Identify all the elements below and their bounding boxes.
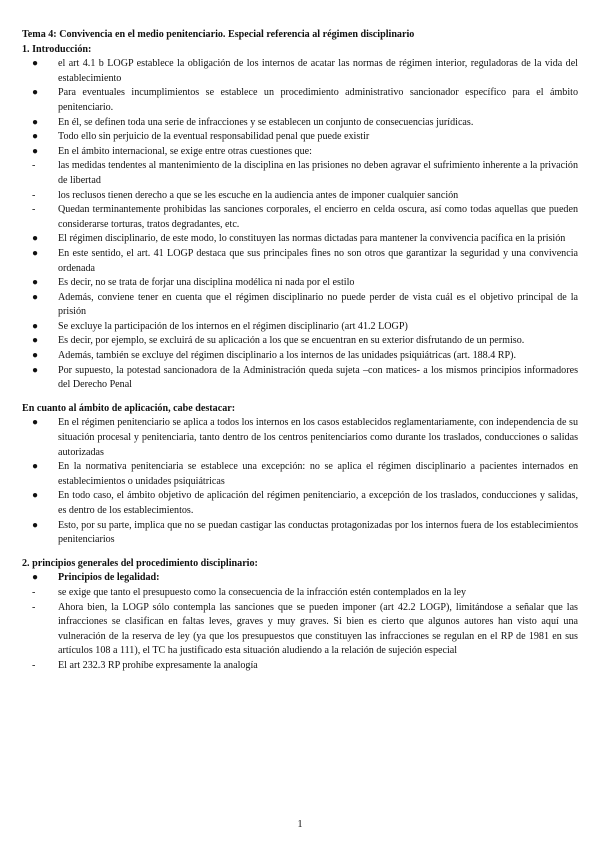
list-item (22, 320, 578, 335)
list-item-text: En todo caso, el ámbito objetivo de aplicación del régimen penitenciario, a excepción de los traslados, conducciones y salidas, es dentro de los establecimientos. (58, 490, 578, 516)
list-item-text: los reclusos tienen derecho a que se les escuche en la audiencia antes de imponer cualquier sanción (58, 189, 459, 201)
section-ambito-heading: En cuanto al ámbito de aplicación, cabe destacar: (22, 402, 236, 414)
bullet-marker: ● (32, 131, 39, 143)
list-item-text: En el ámbito internacional, se exige entre otras cuestiones que: (58, 145, 312, 157)
list-item-text: se exige que tanto el presupuesto como la consecuencia de la infracción estén contemplados en la ley (58, 586, 467, 598)
list-item-text: El régimen disciplinario, de este modo, lo constituyen las normas dictadas para mantener la convivencia pacífica en la prisión (58, 233, 566, 245)
dash-marker: - (32, 601, 36, 613)
list-item (22, 349, 578, 364)
dash-marker: - (32, 189, 36, 201)
dash-marker: - (32, 160, 36, 172)
section-1-heading: 1. Introducción: (22, 43, 92, 55)
list-item-text: Todo ello sin perjuicio de la eventual responsabilidad penal que puede existir (58, 131, 370, 143)
list-item (22, 571, 578, 586)
subheading: Principios de legalidad: (58, 572, 160, 584)
list-item (22, 86, 578, 115)
list-item-text: el art 4.1 b LOGP establece la obligación de los internos de acatar las normas de régimen interior, reguladoras de la vida del establecimiento (58, 58, 578, 84)
list-item-text: En este sentido, el art. 41 LOGP destaca que sus principales fines no son otros que garantizar la seguridad y una convivencia ordenada (58, 247, 578, 274)
list-item-text: Para eventuales incumplimientos se establece un procedimiento administrativo sancionador específico para el ámbito penitenciario. (58, 87, 578, 113)
list-item-text: Es decir, por ejemplo, se excluirá de su aplicación a los que se encuentran en su exterior disfrutando de un permiso. (58, 335, 525, 347)
list-item (22, 145, 578, 160)
bullet-marker: ● (32, 335, 39, 347)
section-2-subheading-list (22, 571, 578, 586)
bullet-marker: ● (32, 233, 39, 245)
list-item (22, 116, 578, 131)
list-item-text: Además, conviene tener en cuenta que el régimen disciplinario no puede perder de vista cuál es el objetivo principal de la prisión (58, 291, 578, 318)
list-item (22, 276, 578, 291)
bullet-marker: ● (32, 572, 39, 584)
list-item (22, 416, 578, 460)
list-item (22, 130, 578, 145)
bullet-marker: ● (32, 350, 39, 362)
list-item-text: En el régimen penitenciario se aplica a todos los internos en los casos establecidos reglamentariamente, con independencia de su situación procesal y penitenciaria, tanto dentro de los centros penitenciarios como durante los traslados, conducciones o salidas autorizadas (58, 417, 578, 458)
list-item-text: Quedan terminantemente prohibidas las sanciones corporales, el encierro en celda oscura, así como todas aquellas que pueden considerarse torturas, tratos degradantes, etc. (58, 204, 578, 230)
list-item (22, 601, 578, 659)
bullet-marker: ● (32, 461, 39, 473)
list-item (22, 364, 578, 393)
section-2-heading: 2. principios generales del procedimiento disciplinario: (22, 557, 258, 569)
list-item (22, 460, 578, 489)
list-item (22, 659, 578, 674)
bullet-marker: ● (32, 116, 39, 128)
bullet-marker: ● (32, 247, 39, 259)
bullet-marker: ● (32, 320, 39, 332)
bullet-marker: ● (32, 145, 39, 157)
list-item-text: Se excluye la participación de los internos en el régimen disciplinario (art 41.2 LOGP) (58, 320, 408, 332)
spacer (22, 548, 578, 557)
list-item-text: Por supuesto, la potestad sancionadora de la Administración queda sujeta –con matices- a los mismos principios informadores del Derecho Penal (58, 364, 578, 391)
bullet-marker: ● (32, 87, 39, 99)
bullet-marker: ● (32, 490, 39, 502)
dash-marker: - (32, 204, 36, 216)
list-item (22, 247, 578, 276)
section-2-list (22, 586, 578, 674)
document-page (22, 28, 578, 674)
list-item-text: Ahora bien, la LOGP sólo contempla las sanciones que se pueden imponer (art 42.2 LOGP), limitándose a señalar que las infracciones se clasifican en faltas leves, graves y muy graves. Si bien es cierto que algunos autores han visto aquí una vulneración de la reserva de ley (ya que los presupuestos que constituyen las infracciones se regulan en el RP de 1981 en sus artículos 108 a 111), el TC ha justificado esta situación aludiendo a la relación de sujeción especial (58, 601, 578, 657)
section-1-list (22, 57, 578, 393)
list-item (22, 291, 578, 320)
spacer (22, 393, 578, 402)
bullet-marker: ● (32, 291, 39, 303)
list-item (22, 334, 578, 349)
section-ambito-list (22, 416, 578, 547)
list-item (22, 519, 578, 548)
list-item-text: Esto, por su parte, implica que no se puedan castigar las conductas protagonizadas por los internos fuera de los establecimientos penitenciarios (58, 519, 578, 546)
bullet-marker: ● (32, 58, 39, 70)
list-item-text: El art 232.3 RP prohíbe expresamente la analogía (58, 659, 258, 671)
bullet-marker: ● (32, 277, 39, 289)
list-item (22, 586, 578, 601)
list-item (22, 489, 578, 518)
bullet-marker: ● (32, 364, 39, 376)
list-item-text: En él, se definen toda una serie de infracciones y se establecen un conjunto de consecuencias jurídicas. (58, 116, 474, 128)
bullet-marker: ● (32, 519, 39, 531)
dash-marker: - (32, 586, 36, 598)
list-item-text: Además, también se excluye del régimen disciplinario a los internos de las unidades psiquiátricas (art. 188.4 RP). (58, 350, 517, 362)
list-item-text: Es decir, no se trata de forjar una disciplina modélica ni nada por el estilo (58, 277, 355, 289)
list-item (22, 203, 578, 232)
list-item-text: las medidas tendentes al mantenimiento de la disciplina en las prisiones no deben agravar el sufrimiento inherente a la privación de libertad (58, 160, 578, 186)
list-item-text: En la normativa penitenciaria se establece una excepción: no se aplica el régimen disciplinario a pacientes internados en establecimientos o unidades psiquiátricas (58, 461, 578, 487)
list-item (22, 159, 578, 188)
document-title: Tema 4: Convivencia en el medio penitenciario. Especial referencia al régimen disciplinario (22, 29, 415, 40)
bullet-marker: ● (32, 417, 39, 429)
list-item (22, 57, 578, 86)
dash-marker: - (32, 659, 36, 671)
list-item (22, 189, 578, 204)
list-item (22, 232, 578, 247)
page-number: 1 (297, 819, 303, 830)
